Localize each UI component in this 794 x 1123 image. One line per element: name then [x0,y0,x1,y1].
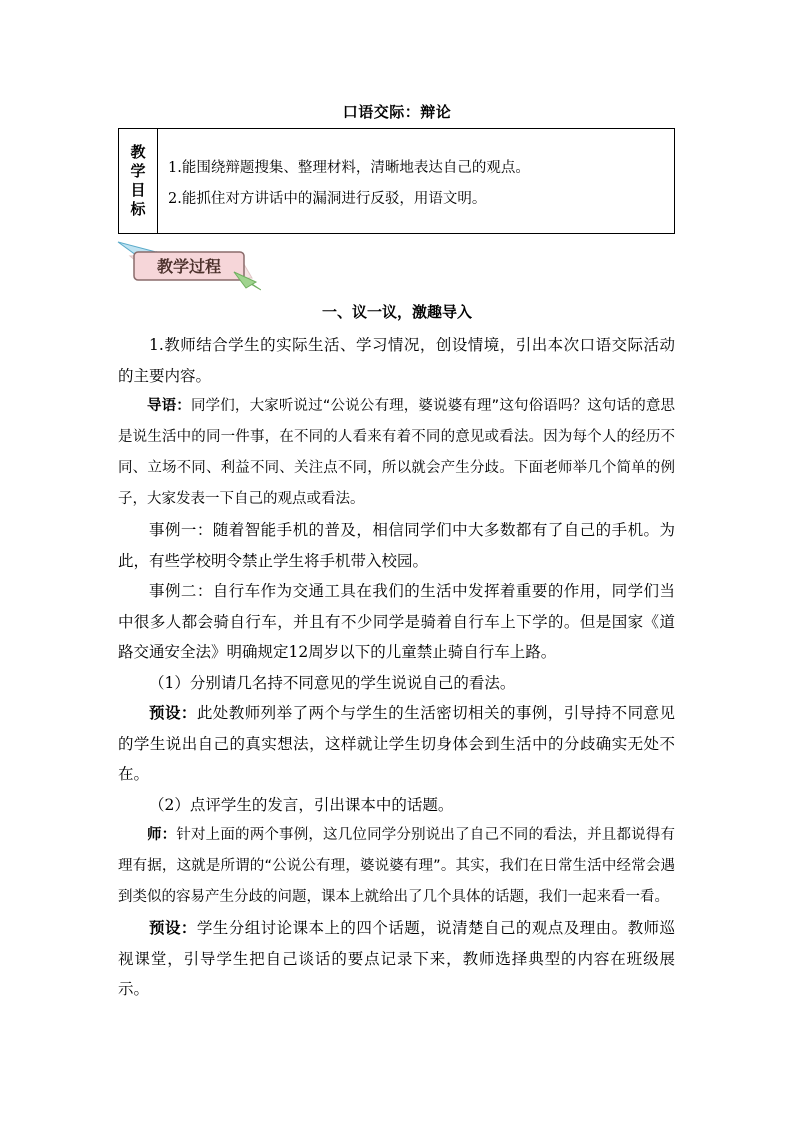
lesson-body [118,330,675,1005]
label-daoyu: 导语： [147,398,191,414]
document-title: 口语交际：辩论 [342,103,452,121]
paragraph: 1.教师结合学生的实际生活、学习情况，创设情境，引出本次口语交际活动的主要内容。 [118,336,675,385]
paragraph-case2: 事例二：自行车作为交通工具在我们的生活中发挥着重要的作用，同学们当中很多人都会骑自行车，并且有不少同学是骑着自行车上下学的。但是国家《道路交通安全法》明确规定12周岁以下的儿童禁止骑自行车上路。 [118,582,675,661]
paragraph-preset2: 预设：学生分组讨论课本上的四个话题，说清楚自己的观点及理由。教师巡视课堂，引导学生把自己谈话的要点记录下来，教师选择典型的内容在班级展示。 [118,918,675,998]
paragraph-step1: （1）分别请几名持不同意见的学生说说自己的看法。 [149,673,516,692]
paragraph-teacher: 师：针对上面的两个事例，这几位同学分别说出了自己不同的看法，并且都说得有理有据，这就是所谓的“公说公有理，婆说婆有理”。其实，我们在日常生活中经常会遇到类似的容易产生分歧的问题，课本上就给出了几个具体的话题，我们一起来看一看。 [118,827,675,905]
teaching-goals-list [158,129,674,233]
label-yushe: 预设： [149,918,197,937]
paragraph-intro: 导语：同学们，大家听说过“公说公有理，婆说婆有理”这句俗语吗？这句话的意思是说生活中的同一件事，在不同的人看来有着不同的意见或看法。因为每个人的经历不同、立场不同、利益不同、关注点不同，所以就会产生分歧。下面老师举几个简单的例子，大家发表一下自己的观点或看法。 [118,398,676,507]
paragraph-step2: （2）点评学生的发言，引出课本中的话题。 [149,795,454,814]
teaching-goals-header [119,129,158,233]
goal-header-char: 目 [130,181,146,199]
teaching-process-label: 教学过程 [156,257,222,276]
goal-item: 2.能抓住对方讲话中的漏洞进行反驳，用语文明。 [168,191,487,207]
paragraph-preset1: 预设：此处教师列举了两个与学生的生活密切相关的事例，引导持不同意见的学生说出自己的真实想法，这样就让学生切身体会到生活中的分歧确实无处不在。 [118,703,675,783]
goal-header-char: 教 [130,143,146,161]
section-title: 一、议一议，激趣导入 [321,303,472,321]
goal-item: 1.能围绕辩题搜集、整理材料，清晰地表达自己的观点。 [168,160,530,176]
label-yushe: 预设： [149,703,197,722]
teaching-goals-table [118,128,675,234]
goal-header-char: 学 [130,162,146,180]
teaching-process-banner [116,238,261,292]
paragraph-case1: 事例一：随着智能手机的普及，相信同学们中大多数都有了自己的手机。为此，有些学校明令禁止学生将手机带入校园。 [118,521,675,570]
label-shi: 师： [147,827,177,843]
goal-header-char: 标 [130,200,146,218]
